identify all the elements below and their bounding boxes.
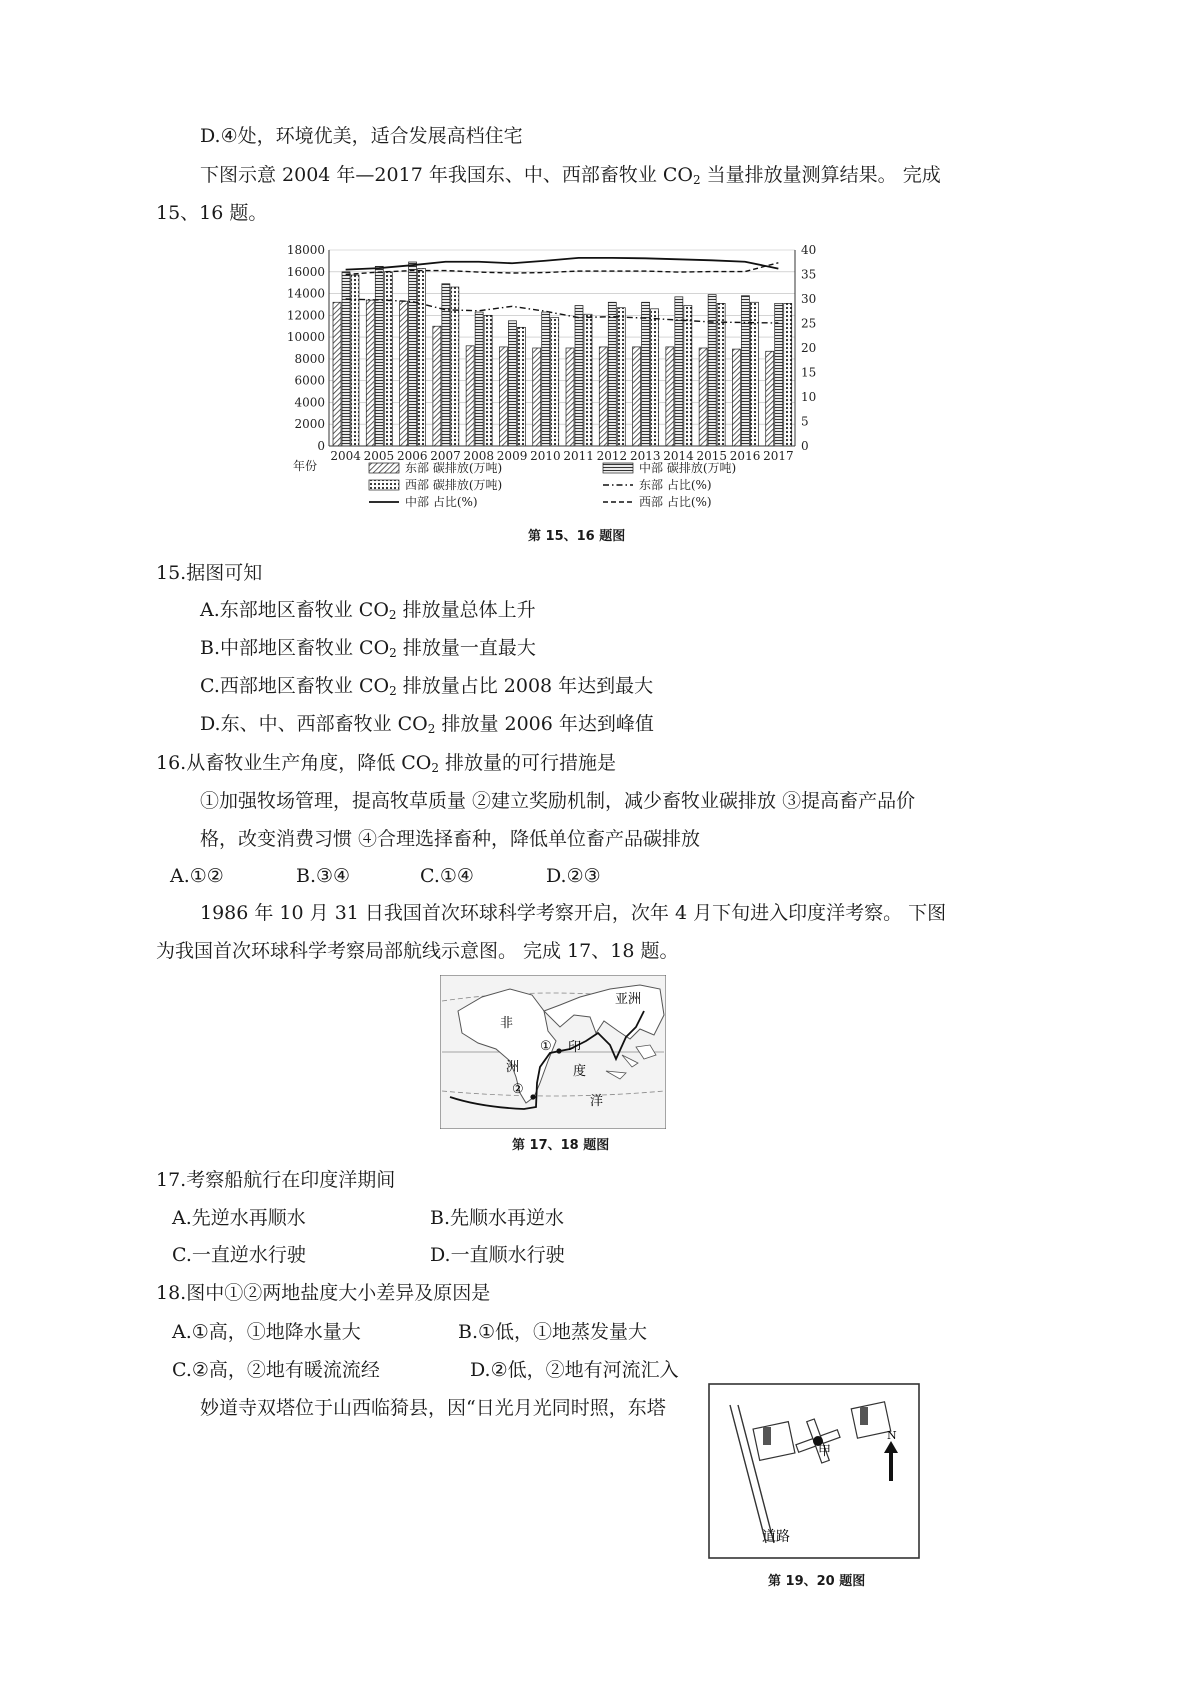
label-jia: 甲	[818, 1444, 832, 1459]
legend-label: 东部 占比(%)	[639, 478, 712, 492]
bar	[699, 348, 707, 446]
bar	[708, 295, 716, 446]
point-1-marker	[556, 1048, 561, 1053]
y-tick-label-right: 10	[801, 390, 817, 404]
bar	[684, 306, 692, 446]
x-tick-label: 2013	[629, 449, 661, 463]
y-tick-label-left: 2000	[294, 417, 325, 432]
east-pagoda-icon	[860, 1407, 868, 1425]
point-2-marker	[530, 1094, 535, 1099]
bar	[475, 312, 483, 446]
bar	[533, 348, 541, 446]
label-africa-1: 非	[500, 1016, 514, 1031]
legend-label: 中部 占比(%)	[405, 495, 478, 509]
bar	[717, 303, 725, 446]
y-tick-label-left: 6000	[294, 373, 325, 388]
chart-bars	[333, 262, 792, 446]
q16-stem-post: 排放量的可行措施是	[439, 752, 617, 774]
x-tick-label: 2009	[496, 449, 528, 463]
q18-option-a[interactable]: A.①高，①地降水量大	[172, 1321, 361, 1343]
intro-19-20: 妙道寺双塔位于山西临猗县，因“日光月光同时照，东塔	[200, 1397, 666, 1419]
q16-option-a[interactable]: A.①②	[170, 865, 224, 887]
q17-option-b[interactable]: B.先顺水再逆水	[430, 1207, 565, 1229]
bar	[517, 327, 525, 446]
bar	[575, 306, 583, 446]
legend-label: 西部 占比(%)	[639, 495, 712, 509]
x-tick-label: 2017	[763, 449, 794, 463]
west-pagoda-block	[753, 1422, 795, 1461]
x-tick-label: 2015	[696, 449, 728, 463]
bar	[466, 346, 474, 446]
x-tick-label: 2012	[596, 449, 628, 463]
label-point-2: ②	[512, 1082, 524, 1097]
q17-option-c[interactable]: C.一直逆水行驶	[172, 1244, 306, 1266]
bar	[766, 351, 774, 446]
y-tick-label-right: 15	[801, 365, 817, 380]
legend-swatch	[369, 480, 399, 490]
pagoda-map	[708, 1383, 920, 1559]
bar	[384, 272, 392, 446]
bar	[484, 315, 492, 446]
label-ocean-1: 印	[568, 1040, 582, 1055]
emissions-chart	[285, 238, 845, 518]
q16-option-d[interactable]: D.②③	[546, 865, 601, 887]
label-africa-2: 洲	[506, 1060, 520, 1075]
route-map	[440, 975, 666, 1129]
y-tick-label-right: 35	[801, 267, 817, 282]
q18-option-c[interactable]: C.②高，②地有暖流流经	[172, 1359, 380, 1381]
q14-option-d: D.④处，环境优美，适合发展高档住宅	[200, 125, 523, 147]
q15-a-pre: A.东部地区畜牧业 CO	[200, 599, 389, 621]
y-tick-label-left: 18000	[286, 243, 325, 257]
q17-option-d[interactable]: D.一直顺水行驶	[430, 1244, 565, 1266]
q16-stem	[156, 751, 616, 780]
q15-stem: 15.据图可知	[156, 562, 263, 584]
y-tick-label-left: 0	[317, 439, 325, 453]
co2-subscript: 2	[388, 608, 397, 622]
x-tick-label: 2008	[463, 449, 495, 463]
bar	[451, 287, 459, 446]
x-tick-label: 2010	[530, 449, 561, 463]
bar	[342, 272, 350, 446]
bar	[333, 302, 341, 446]
x-tick-label: 2004	[330, 449, 361, 463]
label-asia: 亚洲	[615, 992, 642, 1007]
q16-option-b[interactable]: B.③④	[296, 865, 351, 887]
legend-swatch	[603, 463, 633, 473]
bar	[651, 309, 659, 446]
q15-b-pre: B.中部地区畜牧业 CO	[200, 637, 390, 659]
x-tick-label: 2011	[563, 449, 594, 463]
q15-b-post: 排放量一直最大	[396, 637, 536, 659]
co2-subscript: 2	[389, 646, 397, 660]
x-tick-label: 2016	[729, 449, 761, 463]
y-tick-label-left: 12000	[286, 308, 325, 323]
bar	[599, 347, 607, 446]
co2-subscript: 2	[692, 173, 701, 187]
q16-option-c[interactable]: C.①④	[420, 865, 474, 887]
y-tick-label-left: 10000	[286, 330, 325, 345]
bar	[642, 302, 650, 446]
y-tick-label-left: 4000	[294, 395, 325, 410]
bar	[741, 296, 749, 446]
east-pagoda-block	[851, 1402, 890, 1438]
bar	[775, 303, 783, 446]
legend-label: 东部 碳排放(万吨)	[405, 461, 503, 475]
x-axis-label: 年份	[293, 459, 318, 473]
map2-caption: 第 19、20 题图	[768, 1574, 866, 1589]
q15-option-a[interactable]	[200, 598, 536, 627]
q18-option-d[interactable]: D.②低，②地有河流汇入	[470, 1359, 679, 1381]
q18-option-b[interactable]: B.①低，①地蒸发量大	[458, 1321, 648, 1343]
intro-15-16-line1	[200, 163, 941, 192]
q18-stem: 18.图中①②两地盐度大小差异及原因是	[156, 1282, 491, 1304]
x-tick-label: 2005	[363, 449, 395, 463]
intro-15-16-line2: 15、16 题。	[156, 202, 268, 224]
q16-stem-pre: 16.从畜牧业生产角度，降低 CO	[156, 752, 432, 774]
bar	[750, 302, 758, 446]
x-tick-label: 2007	[430, 449, 461, 463]
chart-legend	[369, 460, 736, 509]
intro-text-a: 下图示意 2004 年—2017 年我国东、中、西部畜牧业 CO	[200, 164, 693, 186]
x-tick-label: 2006	[396, 449, 428, 463]
q15-option-b[interactable]	[200, 636, 536, 665]
y-tick-label-left: 14000	[286, 286, 325, 301]
co2-subscript: 2	[431, 761, 440, 775]
intro-text-b: 当量排放量测算结果。 完成	[700, 164, 941, 186]
legend-label: 西部 碳排放(万吨)	[405, 478, 503, 492]
q15-a-post: 排放量总体上升	[396, 599, 536, 621]
y-tick-label-right: 25	[801, 316, 817, 331]
map1-caption: 第 17、18 题图	[512, 1138, 610, 1153]
bar	[784, 303, 792, 446]
label-point-1: ①	[540, 1039, 552, 1054]
q15-c-post: 排放量占比 2008 年达到最大	[396, 675, 654, 697]
bar	[732, 349, 740, 446]
label-ocean-2: 度	[573, 1064, 587, 1079]
q15-option-d[interactable]	[200, 712, 654, 741]
bar	[551, 318, 559, 446]
legend-label: 中部 碳排放(万吨)	[639, 461, 737, 475]
q15-option-c[interactable]	[200, 674, 653, 703]
bar	[442, 284, 450, 446]
bar	[566, 348, 574, 446]
label-north: N	[887, 1429, 897, 1442]
bar	[418, 269, 426, 446]
y-tick-label-right: 40	[801, 243, 817, 257]
co2-subscript: 2	[427, 722, 436, 736]
bar	[499, 347, 507, 446]
bar	[400, 301, 408, 446]
bar	[584, 314, 592, 446]
bar	[375, 266, 383, 446]
label-ocean-3: 洋	[590, 1094, 604, 1109]
bar	[351, 275, 359, 446]
bar	[617, 308, 625, 446]
y-tick-label-right: 30	[801, 292, 817, 306]
q15-d-pre: D.东、中、西部畜牧业 CO	[200, 713, 428, 735]
q15-c-pre: C.西部地区畜牧业 CO	[200, 675, 390, 697]
label-road: 道路	[762, 1529, 790, 1545]
q16-items-line2: 格，改变消费习惯 ④合理选择畜种，降低单位畜产品碳排放	[200, 828, 701, 850]
intro-17-18-line2: 为我国首次环球科学考察局部航线示意图。 完成 17、18 题。	[156, 940, 679, 962]
q17-option-a[interactable]: A.先逆水再顺水	[172, 1207, 306, 1229]
west-pagoda-icon	[763, 1427, 771, 1445]
y-tick-label-right: 5	[801, 414, 809, 429]
bar	[366, 300, 374, 446]
bar	[666, 347, 674, 446]
bar	[542, 312, 550, 446]
bar	[633, 347, 641, 446]
y-tick-label-left: 16000	[286, 264, 325, 279]
co2-subscript: 2	[389, 684, 397, 698]
chart-caption: 第 15、16 题图	[528, 529, 626, 544]
bar	[608, 302, 616, 446]
bar	[409, 262, 417, 446]
intro-17-18-line1: 1986 年 10 月 31 日我国首次环球科学考察开启，次年 4 月下旬进入印度洋考察。 下图	[200, 902, 947, 924]
legend-swatch	[369, 463, 399, 473]
q15-d-post: 排放量 2006 年达到峰值	[435, 713, 654, 735]
bar	[433, 326, 441, 446]
bar	[675, 297, 683, 446]
x-tick-label: 2014	[663, 449, 694, 463]
y-tick-label-right: 0	[801, 439, 809, 453]
q17-stem: 17.考察船航行在印度洋期间	[156, 1169, 396, 1191]
q16-items-line1: ①加强牧场管理，提高牧草质量 ②建立奖励机制，减少畜牧业碳排放 ③提高畜产品价	[200, 790, 916, 812]
y-tick-label-right: 20	[801, 341, 817, 355]
bar	[508, 321, 516, 446]
y-tick-label-left: 8000	[294, 351, 325, 366]
